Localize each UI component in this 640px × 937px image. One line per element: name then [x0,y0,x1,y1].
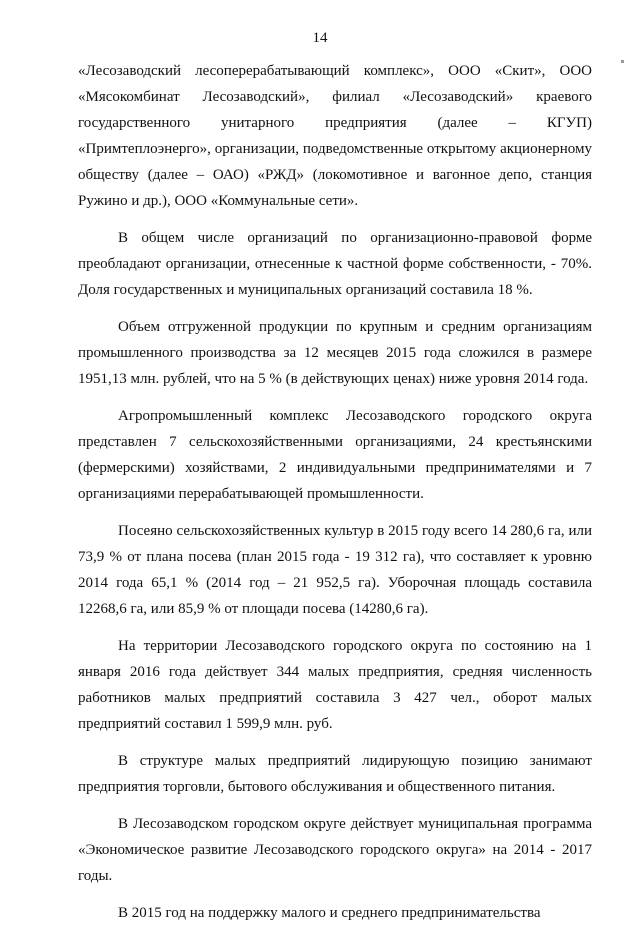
paragraph-organizations-list: «Лесозаводский лесоперерабатывающий комплекс», ООО «Скит», ООО «Мясокомбинат Лесозаводский», филиал «Лесозаводский» краевого государственного унитарного предприятия (далее – КГУП) «Примтеплоэнерго», организации, подведомственные открытому акционерному обществу (далее – ОАО) «РЖД» (локомотивное и вагонное депо, станция Ружино и др.), ООО «Коммунальные сети». [78,63,592,209]
paragraph-support-2015: В 2015 год на поддержку малого и среднего предпринимательства [118,905,541,921]
paragraph-industrial-output: Объем отгруженной продукции по крупным и средним организациям промышленного производства за 12 месяцев 2015 года сложился в размере 1951,13 млн. рублей, что на 5 % (в действующих ценах) ниже уровня 2014 года. [78,319,592,387]
paragraph-small-business-structure: В структуре малых предприятий лидирующую позицию занимают предприятия торговли, бытового обслуживания и общественного питания. [78,753,592,795]
page-number: 14 [312,30,328,46]
scan-speck [621,60,624,63]
paragraph-small-business: На территории Лесозаводского городского округа по состоянию на 1 января 2016 года действует 344 малых предприятия, средняя численность работников малых предприятий составила 3 427 чел., оборот малых предприятий составил 1 599,9 млн. руб. [78,638,592,732]
paragraph-ownership-forms: В общем числе организаций по организационно-правовой форме преобладают организации, отнесенные к частной форме собственности, - 70%. Доля государственных и муниципальных организаций составила 18 %. [78,230,592,298]
paragraph-agro-complex: Агропромышленный комплекс Лесозаводского городского округа представлен 7 сельскохозяйственными организациями, 24 крестьянскими (фермерскими) хозяйствами, 2 индивидуальными предпринимателями и 7 организациями перерабатывающей промышленности. [78,408,592,502]
paragraph-municipal-program: В Лесозаводском городском округе действует муниципальная программа «Экономическое развитие Лесозаводского городского округа» на 2014 - 2017 годы. [78,816,592,884]
document-body [78,58,592,937]
paragraph-sown-area: Посеяно сельскохозяйственных культур в 2015 году всего 14 280,6 га, или 73,9 % от плана посева (план 2015 года - 19 312 га), что составляет к уровню 2014 года 65,1 % (2014 год – 21 952,5 га). Уборочная площадь составила 12268,6 га, или 85,9 % от площади посева (14280,6 га). [78,523,592,617]
